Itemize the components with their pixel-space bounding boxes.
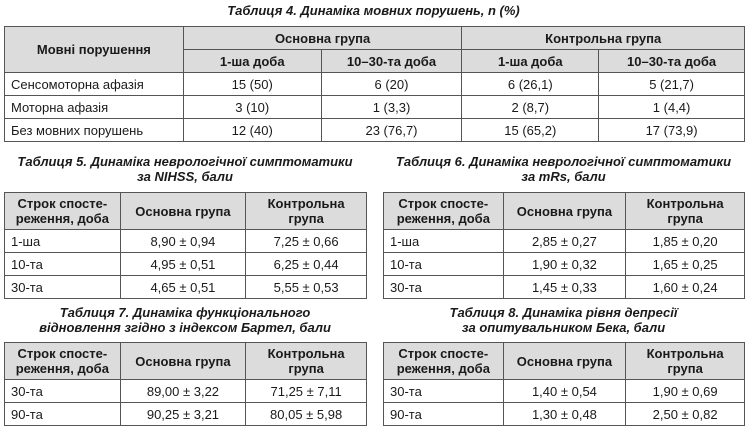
t5-header-term — [5, 193, 121, 230]
header-line: група — [288, 211, 324, 226]
table7 — [4, 342, 367, 426]
cell: 1,40 ± 0,54 — [503, 380, 626, 403]
table8 — [383, 342, 745, 426]
row-label: 10-та — [5, 253, 121, 276]
t7-header-main: Основна група — [120, 343, 246, 380]
header-line: Контрольна — [267, 196, 345, 211]
cell: 6 (20) — [321, 73, 462, 96]
t8-header-ctrl — [626, 343, 745, 380]
cell: 1 (3,3) — [321, 96, 462, 119]
table4 — [4, 26, 745, 142]
row-label: 1-ша — [384, 230, 504, 253]
table-row — [5, 380, 367, 403]
t7-header-ctrl — [246, 343, 367, 380]
header-line: реження, доба — [15, 211, 109, 226]
table-row — [5, 253, 367, 276]
row-label: 10-та — [384, 253, 504, 276]
row-label: Моторна афазія — [5, 96, 184, 119]
row-label: 30-та — [384, 380, 504, 403]
header-line: Строк спосте- — [17, 196, 108, 211]
cell: 1,90 ± 0,69 — [626, 380, 745, 403]
cell: 5 (21,7) — [599, 73, 745, 96]
table-row — [5, 230, 367, 253]
table8-caption-line2: за опитувальником Бека, бали — [461, 320, 666, 335]
t8-header-term — [384, 343, 504, 380]
table-row — [384, 403, 745, 426]
t6-header-term — [384, 193, 504, 230]
row-label: 1-ша — [5, 230, 121, 253]
row-label: 90-та — [5, 403, 121, 426]
header-line: група — [667, 211, 703, 226]
cell: 3 (10) — [183, 96, 321, 119]
t4-header-main-d2: 10–30-та доба — [321, 50, 462, 73]
table7-caption — [0, 305, 370, 335]
t4-header-main-d1: 1-ша доба — [183, 50, 321, 73]
table5 — [4, 192, 367, 299]
cell: 2 (8,7) — [462, 96, 599, 119]
row-label: 30-та — [5, 276, 121, 299]
cell: 1,30 ± 0,48 — [503, 403, 626, 426]
cell: 2,85 ± 0,27 — [503, 230, 626, 253]
header-line: Контрольна — [646, 196, 724, 211]
header-line: група — [288, 361, 324, 376]
t6-header-main: Основна група — [503, 193, 626, 230]
cell: 6 (26,1) — [462, 73, 599, 96]
cell: 23 (76,7) — [321, 119, 462, 142]
row-label: Без мовних порушень — [5, 119, 184, 142]
header-line: реження, доба — [15, 361, 109, 376]
table7-caption-line2: відновлення згідно з індексом Бартел, бали — [39, 320, 331, 335]
cell: 90,25 ± 3,21 — [120, 403, 246, 426]
t8-header-main: Основна група — [503, 343, 626, 380]
t6-header-ctrl — [626, 193, 745, 230]
cell: 7,25 ± 0,66 — [246, 230, 367, 253]
table5-caption — [0, 154, 370, 184]
cell: 71,25 ± 7,11 — [246, 380, 367, 403]
header-line: реження, доба — [396, 211, 490, 226]
table8-caption-line1: Таблиця 8. Динаміка рівня депресії — [449, 305, 678, 320]
cell: 6,25 ± 0,44 — [246, 253, 367, 276]
cell: 89,00 ± 3,22 — [120, 380, 246, 403]
header-line: реження, доба — [396, 361, 490, 376]
header-line: Строк спосте- — [398, 346, 489, 361]
table5-caption-line1: Таблиця 5. Динаміка неврологічної симптоматики — [17, 154, 353, 169]
t4-header-main: Основна група — [183, 27, 462, 50]
t4-header-ctrl-d2: 10–30-та доба — [599, 50, 745, 73]
cell: 1,60 ± 0,24 — [626, 276, 745, 299]
cell: 1,65 ± 0,25 — [626, 253, 745, 276]
cell: 8,90 ± 0,94 — [120, 230, 246, 253]
header-line: Строк спосте- — [398, 196, 489, 211]
cell: 4,65 ± 0,51 — [120, 276, 246, 299]
table6-caption-line2: за mRs, бали — [521, 169, 606, 184]
table-row — [384, 276, 745, 299]
cell: 1,85 ± 0,20 — [626, 230, 745, 253]
table8-caption — [380, 305, 747, 335]
table6 — [383, 192, 745, 299]
cell: 15 (50) — [183, 73, 321, 96]
table7-caption-line1: Таблиця 7. Динаміка функціонального — [59, 305, 311, 320]
table4-caption: Таблиця 4. Динаміка мовних порушень, n (%) — [227, 3, 520, 18]
table-row — [5, 96, 745, 119]
row-label: 90-та — [384, 403, 504, 426]
cell: 80,05 ± 5,98 — [246, 403, 367, 426]
cell: 1,90 ± 0,32 — [503, 253, 626, 276]
cell: 17 (73,9) — [599, 119, 745, 142]
table5-caption-line2: за NIHSS, бали — [137, 169, 233, 184]
cell: 2,50 ± 0,82 — [626, 403, 745, 426]
cell: 1,45 ± 0,33 — [503, 276, 626, 299]
cell: 15 (65,2) — [462, 119, 599, 142]
t4-header-ctrl-d1: 1-ша доба — [462, 50, 599, 73]
t7-header-term — [5, 343, 121, 380]
t5-header-main: Основна група — [120, 193, 246, 230]
cell: 4,95 ± 0,51 — [120, 253, 246, 276]
header-line: група — [667, 361, 703, 376]
row-label: 30-та — [5, 380, 121, 403]
table-row — [5, 403, 367, 426]
table-row — [384, 253, 745, 276]
row-label: Сенсомоторна афазія — [5, 73, 184, 96]
cell: 12 (40) — [183, 119, 321, 142]
cell: 1 (4,4) — [599, 96, 745, 119]
table-row — [5, 73, 745, 96]
row-label: 30-та — [384, 276, 504, 299]
t5-header-ctrl — [246, 193, 367, 230]
table-row — [384, 380, 745, 403]
table-row — [384, 230, 745, 253]
table6-caption-line1: Таблиця 6. Динаміка неврологічної симптоматики — [395, 154, 732, 169]
t4-header-ctrl: Контрольна група — [462, 27, 745, 50]
header-line: Строк спосте- — [17, 346, 108, 361]
table6-caption — [380, 154, 747, 184]
t4-header-row-label: Мовні порушення — [5, 27, 184, 73]
header-line: Контрольна — [646, 346, 724, 361]
table-row — [5, 119, 745, 142]
header-line: Контрольна — [267, 346, 345, 361]
cell: 5,55 ± 0,53 — [246, 276, 367, 299]
table-row — [5, 276, 367, 299]
